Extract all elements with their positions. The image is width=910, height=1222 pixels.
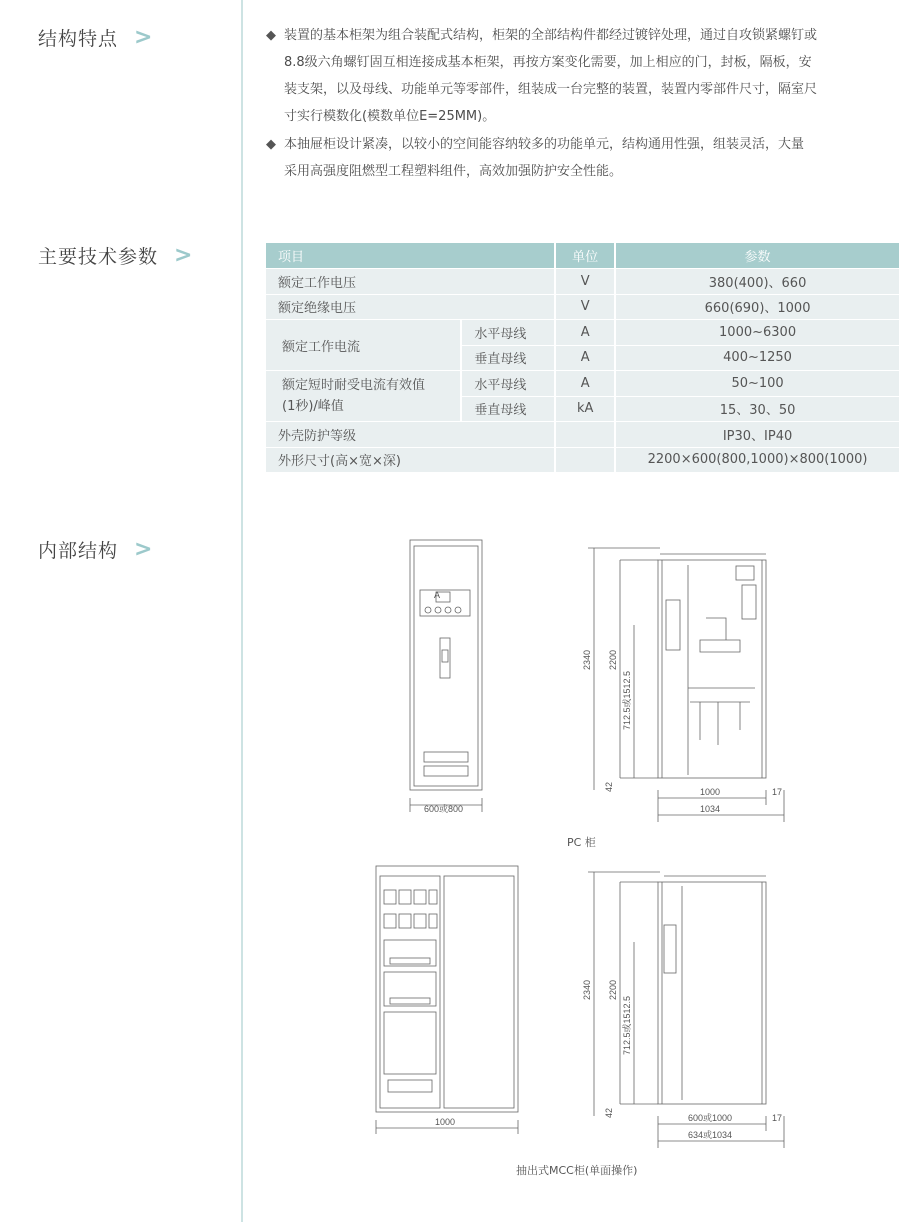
internal-title: 内部结构 — [38, 540, 119, 562]
mcc-side-view — [588, 872, 784, 1148]
mcc-depth-total: 634或1034 — [688, 1130, 733, 1140]
cell-value: 380(400)、660 — [615, 269, 900, 295]
cell-unit: A — [555, 320, 615, 346]
cell-unit-empty — [555, 422, 615, 448]
cell-unit: V — [555, 269, 615, 295]
spec-table — [266, 243, 901, 473]
pc-front-width: 600或800 — [424, 804, 464, 814]
cell-item-line-2: (1秒)/峰值 — [282, 399, 344, 414]
cell-sub: 水平母线 — [461, 371, 555, 397]
mcc-h-inner: 712.5或1512.5 — [622, 995, 632, 1055]
p2-line-2: 采用高强度阻燃型工程塑料组件，高效加强防护安全性能。 — [284, 164, 623, 179]
cell-item: 额定工作电压 — [266, 269, 555, 295]
cell-value: IP30、IP40 — [615, 422, 900, 448]
table-header-row — [266, 243, 900, 269]
mcc-h-total: 2340 — [582, 979, 592, 1000]
chevron-right-icon: > — [134, 537, 154, 562]
p1-line-4: 寸实行模数化(模数单位E=25MM)。 — [284, 109, 496, 124]
cell-unit: V — [555, 294, 615, 320]
features-title: 结构特点 — [38, 28, 119, 50]
table-row — [266, 269, 900, 295]
section-title-internal — [38, 536, 153, 563]
table-row — [266, 294, 900, 320]
table-row — [266, 320, 900, 346]
cell-value: 660(690)、1000 — [615, 294, 900, 320]
p1-line-3: 装支架，以及母线、功能单元等零部件，组装成一台完整的装置，装置内零部件尺寸，隔室尺 — [284, 82, 818, 97]
pc-front-view — [410, 540, 482, 812]
mcc-front-width: 1000 — [435, 1117, 456, 1127]
cell-unit-empty — [555, 447, 615, 473]
table-row — [266, 447, 900, 473]
cell-item-line-1: 额定短时耐受电流有效值 — [282, 378, 426, 393]
params-title: 主要技术参数 — [38, 246, 159, 268]
header-item: 项目 — [266, 243, 555, 269]
cell-value: 50~100 — [615, 371, 900, 397]
features-paragraph-1 — [266, 22, 906, 130]
pc-side-view — [588, 548, 784, 822]
cell-sub: 垂直母线 — [461, 396, 555, 422]
cell-item — [266, 371, 461, 422]
pc-h-body: 2200 — [608, 649, 618, 670]
p1-line-1: 装置的基本柜架为组合装配式结构，柜架的全部结构件都经过镀锌处理，通过自攻锁紧螺钉或 — [284, 28, 818, 43]
cell-item: 外壳防护等级 — [266, 422, 555, 448]
features-paragraph-2 — [266, 131, 906, 185]
section-title-features — [38, 24, 153, 51]
pc-offset: 17 — [772, 787, 783, 797]
technical-drawings — [360, 530, 880, 1190]
header-value: 参数 — [615, 243, 900, 269]
pc-h-total: 2340 — [582, 649, 592, 670]
diamond-bullet-icon: ◆ — [266, 28, 276, 43]
pc-depth: 1000 — [700, 787, 721, 797]
mcc-offset: 17 — [772, 1113, 783, 1123]
mcc-depth: 600或1000 — [688, 1113, 733, 1123]
cell-sub: 垂直母线 — [461, 345, 555, 371]
section-title-params — [38, 242, 193, 269]
pc-front-label: A — [434, 590, 441, 600]
mcc-front-view — [376, 866, 518, 1134]
pc-depth-total: 1034 — [700, 804, 721, 814]
diamond-bullet-icon: ◆ — [266, 137, 276, 152]
p2-line-1: 本抽屉柜设计紧凑，以较小的空间能容纳较多的功能单元，结构通用性强，组装灵活，大量 — [284, 137, 805, 152]
mcc-h-base: 42 — [604, 1107, 614, 1118]
cell-value: 400~1250 — [615, 345, 900, 371]
chevron-right-icon: > — [174, 243, 194, 268]
cell-item: 额定绝缘电压 — [266, 294, 555, 320]
table-row — [266, 371, 900, 397]
header-unit: 单位 — [555, 243, 615, 269]
cell-value: 15、30、50 — [615, 396, 900, 422]
cell-item: 额定工作电流 — [266, 320, 461, 371]
mcc-h-body: 2200 — [608, 979, 618, 1000]
cell-unit: A — [555, 345, 615, 371]
cell-value: 1000~6300 — [615, 320, 900, 346]
cell-unit: kA — [555, 396, 615, 422]
vertical-divider — [241, 0, 243, 1222]
pc-h-base: 42 — [604, 781, 614, 792]
pc-h-inner: 712.5或1512.5 — [622, 670, 632, 730]
pc-caption: PC 柜 — [567, 836, 596, 849]
cell-unit: A — [555, 371, 615, 397]
mcc-caption: 抽出式MCC柜(单面操作) — [516, 1164, 638, 1177]
table-row — [266, 422, 900, 448]
cell-value: 2200×600(800,1000)×800(1000) — [615, 447, 900, 473]
p1-line-2: 8.8级六角螺钉固互相连接成基本柜架，再按方案变化需要，加上相应的门，封板，隔板，安 — [284, 55, 812, 70]
chevron-right-icon: > — [134, 25, 154, 50]
cell-sub: 水平母线 — [461, 320, 555, 346]
cell-item: 外形尺寸(高×宽×深) — [266, 447, 555, 473]
